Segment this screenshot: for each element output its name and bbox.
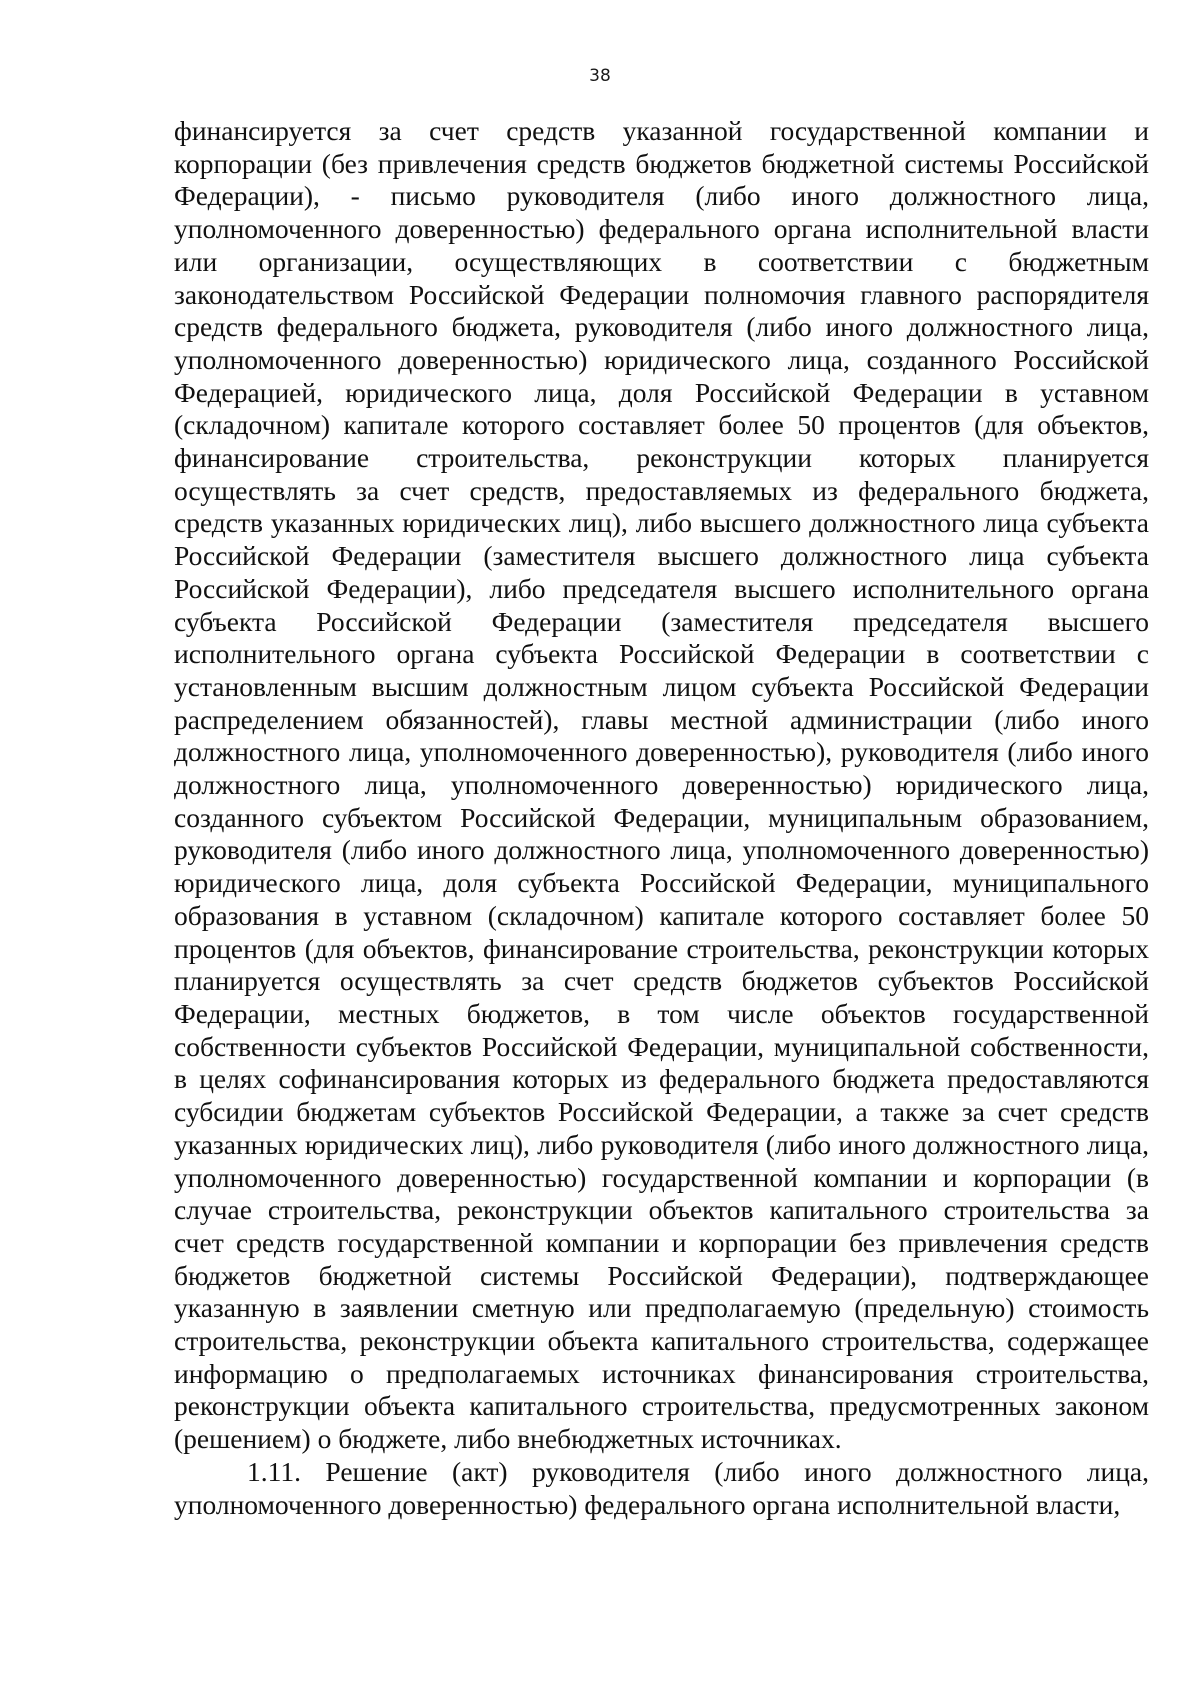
paragraph-item-1-11: 1.11. Решение (акт) руководителя (либо иного должностного лица, уполномоченного доверенностью) федерального органа исполнительной власти, bbox=[174, 1455, 1149, 1520]
paragraph-continuation: финансируется за счет средств указанной государственной компании и корпорации (без привлечения средств бюджетов бюджетной системы Российской Федерации), - письмо руководителя (либо иного должностного лица, уполномоченного доверенностью) федерального органа исполнительной власти или организации, осуществляющих в соответствии с бюджетным законодательством Российской Федерации полномочия главного распорядителя средств федерального бюджета, руководителя (либо иного должностного лица, уполномоченного доверенностью) юридического лица, созданного Российской Федерацией, юридического лица, доля Российской Федерации в уставном (складочном) капитале которого составляет более 50 процентов (для объектов, финансирование строительства, реконструкции которых планируется осуществлять за счет средств, предоставляемых из федерального бюджета, средств указанных юридических лиц), либо высшего должностного лица субъекта Российской Федерации (заместителя высшего должностного лица субъекта Российской Федерации), либо председателя высшего исполнительного органа субъекта Российской Федерации (заместителя председателя высшего исполнительного органа субъекта Российской Федерации в соответствии с установленным высшим должностным лицом субъекта Российской Федерации распределением обязанностей), главы местной администрации (либо иного должностного лица, уполномоченного доверенностью), руководителя (либо иного должностного лица, уполномоченного доверенностью) юридического лица, созданного субъектом Российской Федерации, муниципальным образованием, руководителя (либо иного должностного лица, уполномоченного доверенностью) юридического лица, доля субъекта Российской Федерации, муниципального образования в уставном (складочном) капитале которого составляет более 50 процентов (для объектов, финансирование строительства, реконструкции которых планируется осуществлять за счет средств бюджетов субъектов Российской Федерации, местных бюджетов, в том числе объектов государственной собственности субъектов Российской Федерации, муниципальной собственности, в целях софинансирования которых из федерального бюджета предоставляются субсидии бюджетам субъектов Российской Федерации, а также за счет средств указанных юридических лиц), либо руководителя (либо иного должностного лица, уполномоченного доверенностью) государственной компании и корпорации (в случае строительства, реконструкции объектов капитального строительства за счет средств государственной компании и корпорации без привлечения средств бюджетов бюджетной системы Российской Федерации), подтверждающее указанную в заявлении сметную или предполагаемую (предельную) стоимость строительства, реконструкции объекта капитального строительства, содержащее информацию о предполагаемых источниках финансирования строительства, реконструкции объекта капитального строительства, предусмотренных законом (решением) о бюджете, либо внебюджетных источниках. bbox=[174, 115, 1149, 1455]
document-body bbox=[174, 115, 1149, 1521]
page-number: 38 bbox=[589, 66, 611, 86]
